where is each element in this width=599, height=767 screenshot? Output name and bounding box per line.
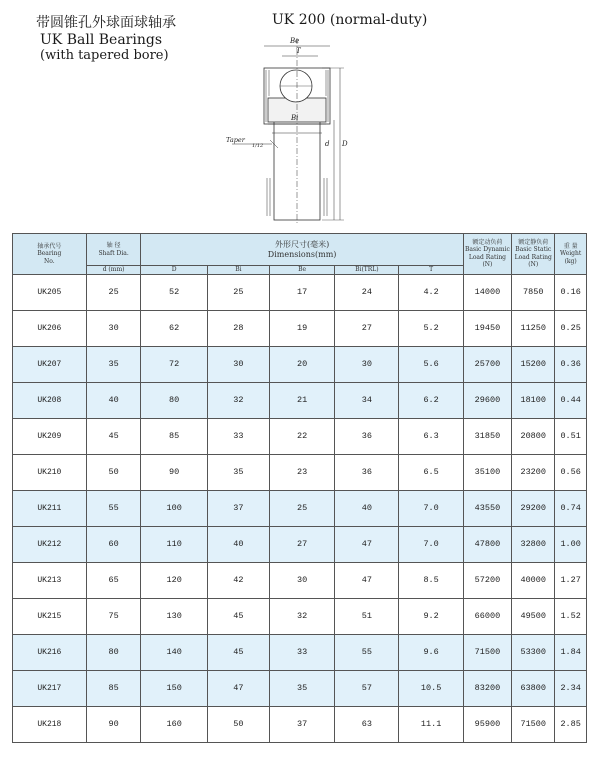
cell-static-load: 7850 (512, 274, 555, 310)
cell-shaft-dia: 30 (86, 310, 141, 346)
table-row (13, 274, 587, 310)
cell-bi: 32 (207, 382, 269, 418)
cell-be: 20 (269, 346, 334, 382)
cell-bearing-no: UK217 (13, 670, 87, 706)
cell-bearing-no: UK213 (13, 562, 87, 598)
cell-d-outer: 100 (141, 490, 207, 526)
cell-static-load: 15200 (512, 346, 555, 382)
cell-dynamic-load: 14000 (463, 274, 511, 310)
cell-bi-trl: 47 (335, 562, 399, 598)
table-row (13, 454, 587, 490)
title-english: UK Ball Bearings (40, 32, 163, 48)
cell-t: 7.0 (399, 490, 463, 526)
cell-bearing-no: UK206 (13, 310, 87, 346)
cell-d-outer: 120 (141, 562, 207, 598)
cell-static-load: 11250 (512, 310, 555, 346)
cell-bearing-no: UK208 (13, 382, 87, 418)
bearing-cross-section-diagram (222, 28, 362, 226)
cell-shaft-dia: 80 (86, 634, 141, 670)
cell-static-load: 32800 (512, 526, 555, 562)
cell-d-outer: 85 (141, 418, 207, 454)
cell-d-outer: 52 (141, 274, 207, 310)
cell-be: 37 (269, 706, 334, 742)
cell-bearing-no: UK209 (13, 418, 87, 454)
cell-bearing-no: UK205 (13, 274, 87, 310)
cell-weight: 0.36 (555, 346, 587, 382)
cell-bi-trl: 55 (335, 634, 399, 670)
cell-d-outer: 80 (141, 382, 207, 418)
cell-bearing-no: UK210 (13, 454, 87, 490)
cell-bi: 45 (207, 598, 269, 634)
header-col-t: T (399, 266, 463, 275)
header-static-load: 额定静负荷 Basic Static Load Rating (N) (512, 234, 555, 275)
table-row (13, 706, 587, 742)
table-row (13, 310, 587, 346)
cell-bi: 40 (207, 526, 269, 562)
cell-weight: 0.51 (555, 418, 587, 454)
cell-dynamic-load: 71500 (463, 634, 511, 670)
table-row (13, 634, 587, 670)
cell-bi: 50 (207, 706, 269, 742)
model-series-title: UK 200 (normal-duty) (272, 12, 428, 28)
label-be: Be (290, 37, 300, 45)
bearing-spec-table (12, 233, 587, 743)
header-col-d: D (141, 266, 207, 275)
cell-static-load: 20800 (512, 418, 555, 454)
cell-weight: 1.00 (555, 526, 587, 562)
cell-bi-trl: 51 (335, 598, 399, 634)
label-d-small: d (325, 140, 330, 148)
table-row (13, 382, 587, 418)
cell-d-outer: 160 (141, 706, 207, 742)
cell-t: 6.5 (399, 454, 463, 490)
header-col-bi: Bi (207, 266, 269, 275)
cell-bearing-no: UK207 (13, 346, 87, 382)
cell-be: 22 (269, 418, 334, 454)
header-col-bi-trl: Bi(TRL) (335, 266, 399, 275)
header-shaft-sub: d (mm) (86, 266, 141, 275)
cell-dynamic-load: 43550 (463, 490, 511, 526)
cell-bi-trl: 40 (335, 490, 399, 526)
cell-weight: 1.27 (555, 562, 587, 598)
cell-weight: 1.52 (555, 598, 587, 634)
cell-shaft-dia: 90 (86, 706, 141, 742)
label-t: T (296, 47, 301, 55)
cell-static-load: 49500 (512, 598, 555, 634)
cell-bi-trl: 36 (335, 454, 399, 490)
cell-weight: 0.16 (555, 274, 587, 310)
cell-shaft-dia: 55 (86, 490, 141, 526)
cell-be: 30 (269, 562, 334, 598)
cell-weight: 0.44 (555, 382, 587, 418)
cell-dynamic-load: 29600 (463, 382, 511, 418)
cell-weight: 0.74 (555, 490, 587, 526)
header-bearing-no: 轴承代号 Bearing No. (13, 234, 87, 275)
cell-d-outer: 62 (141, 310, 207, 346)
cell-bi: 45 (207, 634, 269, 670)
table-row (13, 490, 587, 526)
cell-t: 6.2 (399, 382, 463, 418)
cell-dynamic-load: 57200 (463, 562, 511, 598)
cell-dynamic-load: 66000 (463, 598, 511, 634)
table-row (13, 418, 587, 454)
cell-static-load: 18100 (512, 382, 555, 418)
cell-d-outer: 140 (141, 634, 207, 670)
cell-be: 33 (269, 634, 334, 670)
cell-t: 4.2 (399, 274, 463, 310)
cell-dynamic-load: 95900 (463, 706, 511, 742)
cell-bi: 35 (207, 454, 269, 490)
cell-bi: 25 (207, 274, 269, 310)
cell-bearing-no: UK218 (13, 706, 87, 742)
header-weight: 重 量 Weight (kg) (555, 234, 587, 275)
cell-shaft-dia: 35 (86, 346, 141, 382)
table-row (13, 526, 587, 562)
cell-shaft-dia: 85 (86, 670, 141, 706)
cell-dynamic-load: 83200 (463, 670, 511, 706)
cell-bi: 28 (207, 310, 269, 346)
cell-shaft-dia: 75 (86, 598, 141, 634)
cell-d-outer: 72 (141, 346, 207, 382)
cell-bearing-no: UK215 (13, 598, 87, 634)
cell-shaft-dia: 25 (86, 274, 141, 310)
cell-be: 23 (269, 454, 334, 490)
cell-dynamic-load: 35100 (463, 454, 511, 490)
cell-dynamic-load: 31850 (463, 418, 511, 454)
cell-be: 32 (269, 598, 334, 634)
cell-be: 21 (269, 382, 334, 418)
title-english-subtitle: (with tapered bore) (40, 48, 169, 63)
cell-weight: 2.34 (555, 670, 587, 706)
cell-bearing-no: UK212 (13, 526, 87, 562)
cell-t: 9.2 (399, 598, 463, 634)
cell-dynamic-load: 25700 (463, 346, 511, 382)
cell-t: 8.5 (399, 562, 463, 598)
cell-bi-trl: 57 (335, 670, 399, 706)
cell-shaft-dia: 60 (86, 526, 141, 562)
table-row (13, 562, 587, 598)
title-chinese: 带圆锥孔外球面球轴承 (36, 15, 176, 31)
cell-weight: 2.85 (555, 706, 587, 742)
cell-t: 10.5 (399, 670, 463, 706)
header-col-be: Be (269, 266, 334, 275)
cell-bi-trl: 24 (335, 274, 399, 310)
header-dynamic-load: 额定动负荷 Basic Dynamic Load Rating (N) (463, 234, 511, 275)
cell-shaft-dia: 40 (86, 382, 141, 418)
cell-bi: 37 (207, 490, 269, 526)
label-taper-ratio: 1/12 (252, 143, 264, 149)
cell-t: 9.6 (399, 634, 463, 670)
cell-weight: 0.56 (555, 454, 587, 490)
cell-bi-trl: 27 (335, 310, 399, 346)
cell-d-outer: 110 (141, 526, 207, 562)
table-row (13, 670, 587, 706)
cell-static-load: 29200 (512, 490, 555, 526)
cell-static-load: 71500 (512, 706, 555, 742)
header-dimensions: 外形尺寸(毫米) Dimensions(mm) (141, 234, 463, 266)
label-bi: Bi (291, 114, 299, 122)
cell-shaft-dia: 65 (86, 562, 141, 598)
cell-static-load: 40000 (512, 562, 555, 598)
cell-bi: 30 (207, 346, 269, 382)
cell-bi-trl: 63 (335, 706, 399, 742)
cell-weight: 0.25 (555, 310, 587, 346)
cell-bi-trl: 47 (335, 526, 399, 562)
cell-bearing-no: UK211 (13, 490, 87, 526)
cell-t: 11.1 (399, 706, 463, 742)
cell-dynamic-load: 19450 (463, 310, 511, 346)
cell-t: 7.0 (399, 526, 463, 562)
cell-shaft-dia: 50 (86, 454, 141, 490)
cell-be: 17 (269, 274, 334, 310)
cell-static-load: 23200 (512, 454, 555, 490)
label-taper: Taper (226, 136, 245, 144)
cell-static-load: 53300 (512, 634, 555, 670)
cell-t: 5.2 (399, 310, 463, 346)
cell-bi-trl: 30 (335, 346, 399, 382)
cell-bi: 47 (207, 670, 269, 706)
cell-bi: 33 (207, 418, 269, 454)
cell-d-outer: 150 (141, 670, 207, 706)
cell-bi-trl: 34 (335, 382, 399, 418)
cell-static-load: 63800 (512, 670, 555, 706)
cell-be: 25 (269, 490, 334, 526)
cell-be: 19 (269, 310, 334, 346)
cell-d-outer: 90 (141, 454, 207, 490)
cell-bearing-no: UK216 (13, 634, 87, 670)
cell-bi-trl: 36 (335, 418, 399, 454)
cell-bi: 42 (207, 562, 269, 598)
cell-be: 27 (269, 526, 334, 562)
label-d-large: D (342, 140, 348, 148)
table-row (13, 598, 587, 634)
cell-dynamic-load: 47800 (463, 526, 511, 562)
header-shaft-dia: 轴 径 Shaft Dia. (86, 234, 141, 266)
cell-t: 6.3 (399, 418, 463, 454)
cell-be: 35 (269, 670, 334, 706)
table-row (13, 346, 587, 382)
cell-d-outer: 130 (141, 598, 207, 634)
cell-weight: 1.84 (555, 634, 587, 670)
cell-t: 5.6 (399, 346, 463, 382)
cell-shaft-dia: 45 (86, 418, 141, 454)
